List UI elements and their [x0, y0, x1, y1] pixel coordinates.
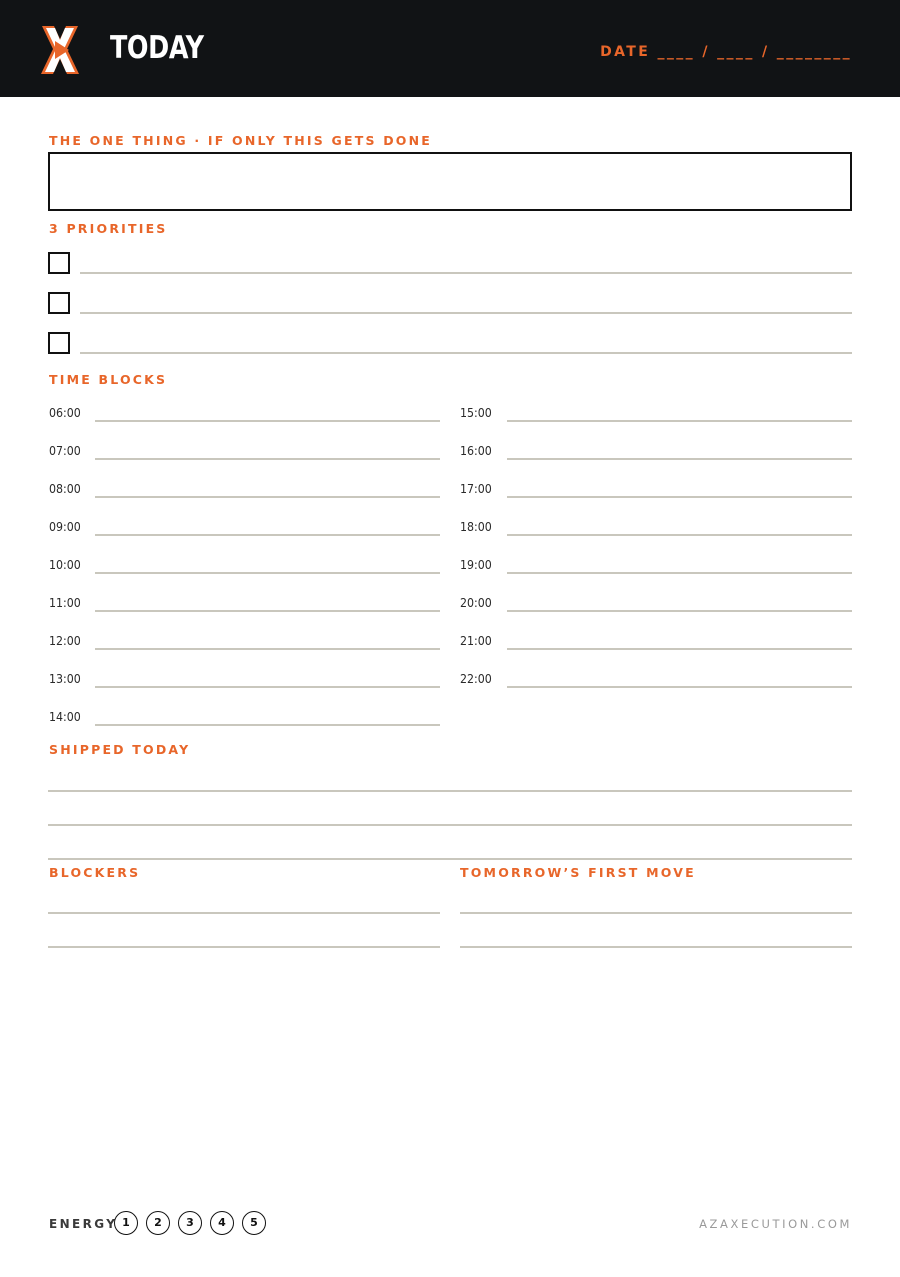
priorities-label: 3 PRIORITIES	[49, 221, 168, 236]
priority-checkbox-2[interactable]	[48, 292, 70, 314]
time-line[interactable]	[507, 534, 852, 536]
time-label: 10:00	[49, 558, 81, 572]
time-label: 08:00	[49, 482, 81, 496]
shipped-line-1[interactable]	[48, 790, 852, 792]
time-label: 18:00	[460, 520, 492, 534]
blockers-line-2[interactable]	[48, 946, 440, 948]
energy-level-2[interactable]: 2	[146, 1211, 170, 1235]
time-line[interactable]	[95, 496, 440, 498]
priority-checkbox-3[interactable]	[48, 332, 70, 354]
time-line[interactable]	[95, 458, 440, 460]
time-blocks-label: TIME BLOCKS	[49, 372, 168, 387]
tomorrow-first-move-label: TOMORROW’S FIRST MOVE	[460, 865, 696, 880]
time-label: 17:00	[460, 482, 492, 496]
shipped-today-label: SHIPPED TODAY	[49, 742, 191, 757]
energy-level-5[interactable]: 5	[242, 1211, 266, 1235]
blockers-line-1[interactable]	[48, 912, 440, 914]
one-thing-input[interactable]	[48, 152, 852, 211]
time-line[interactable]	[95, 420, 440, 422]
blockers-label: BLOCKERS	[49, 865, 141, 880]
time-label: 16:00	[460, 444, 492, 458]
tomorrow-line-1[interactable]	[460, 912, 852, 914]
time-line[interactable]	[507, 610, 852, 612]
time-line[interactable]	[95, 534, 440, 536]
shipped-line-2[interactable]	[48, 824, 852, 826]
x-play-logo-icon	[40, 24, 80, 76]
time-line[interactable]	[95, 610, 440, 612]
time-label: 15:00	[460, 406, 492, 420]
energy-level-1[interactable]: 1	[114, 1211, 138, 1235]
time-line[interactable]	[507, 496, 852, 498]
time-label: 07:00	[49, 444, 81, 458]
time-label: 20:00	[460, 596, 492, 610]
time-label: 11:00	[49, 596, 81, 610]
page-title: TODAY	[110, 30, 204, 66]
time-line[interactable]	[507, 648, 852, 650]
energy-level-4[interactable]: 4	[210, 1211, 234, 1235]
time-label: 12:00	[49, 634, 81, 648]
time-label: 22:00	[460, 672, 492, 686]
priority-line-3[interactable]	[80, 352, 852, 354]
time-label: 09:00	[49, 520, 81, 534]
time-line[interactable]	[95, 724, 440, 726]
tomorrow-line-2[interactable]	[460, 946, 852, 948]
priority-checkbox-1[interactable]	[48, 252, 70, 274]
priority-line-2[interactable]	[80, 312, 852, 314]
time-line[interactable]	[507, 458, 852, 460]
time-label: 19:00	[460, 558, 492, 572]
site-url: AZAXECUTION.COM	[699, 1217, 852, 1231]
time-line[interactable]	[95, 686, 440, 688]
time-line[interactable]	[95, 572, 440, 574]
time-line[interactable]	[507, 572, 852, 574]
priority-line-1[interactable]	[80, 272, 852, 274]
shipped-line-3[interactable]	[48, 858, 852, 860]
time-label: 06:00	[49, 406, 81, 420]
time-label: 14:00	[49, 710, 81, 724]
time-label: 13:00	[49, 672, 81, 686]
time-label: 21:00	[460, 634, 492, 648]
page-header	[0, 0, 900, 97]
date-field[interactable]: DATE ____ / ____ / ________	[600, 44, 852, 60]
one-thing-label: THE ONE THING · IF ONLY THIS GETS DONE	[49, 133, 432, 148]
time-line[interactable]	[507, 686, 852, 688]
energy-label: ENERGY	[49, 1217, 118, 1231]
time-line[interactable]	[95, 648, 440, 650]
time-line[interactable]	[507, 420, 852, 422]
energy-level-3[interactable]: 3	[178, 1211, 202, 1235]
